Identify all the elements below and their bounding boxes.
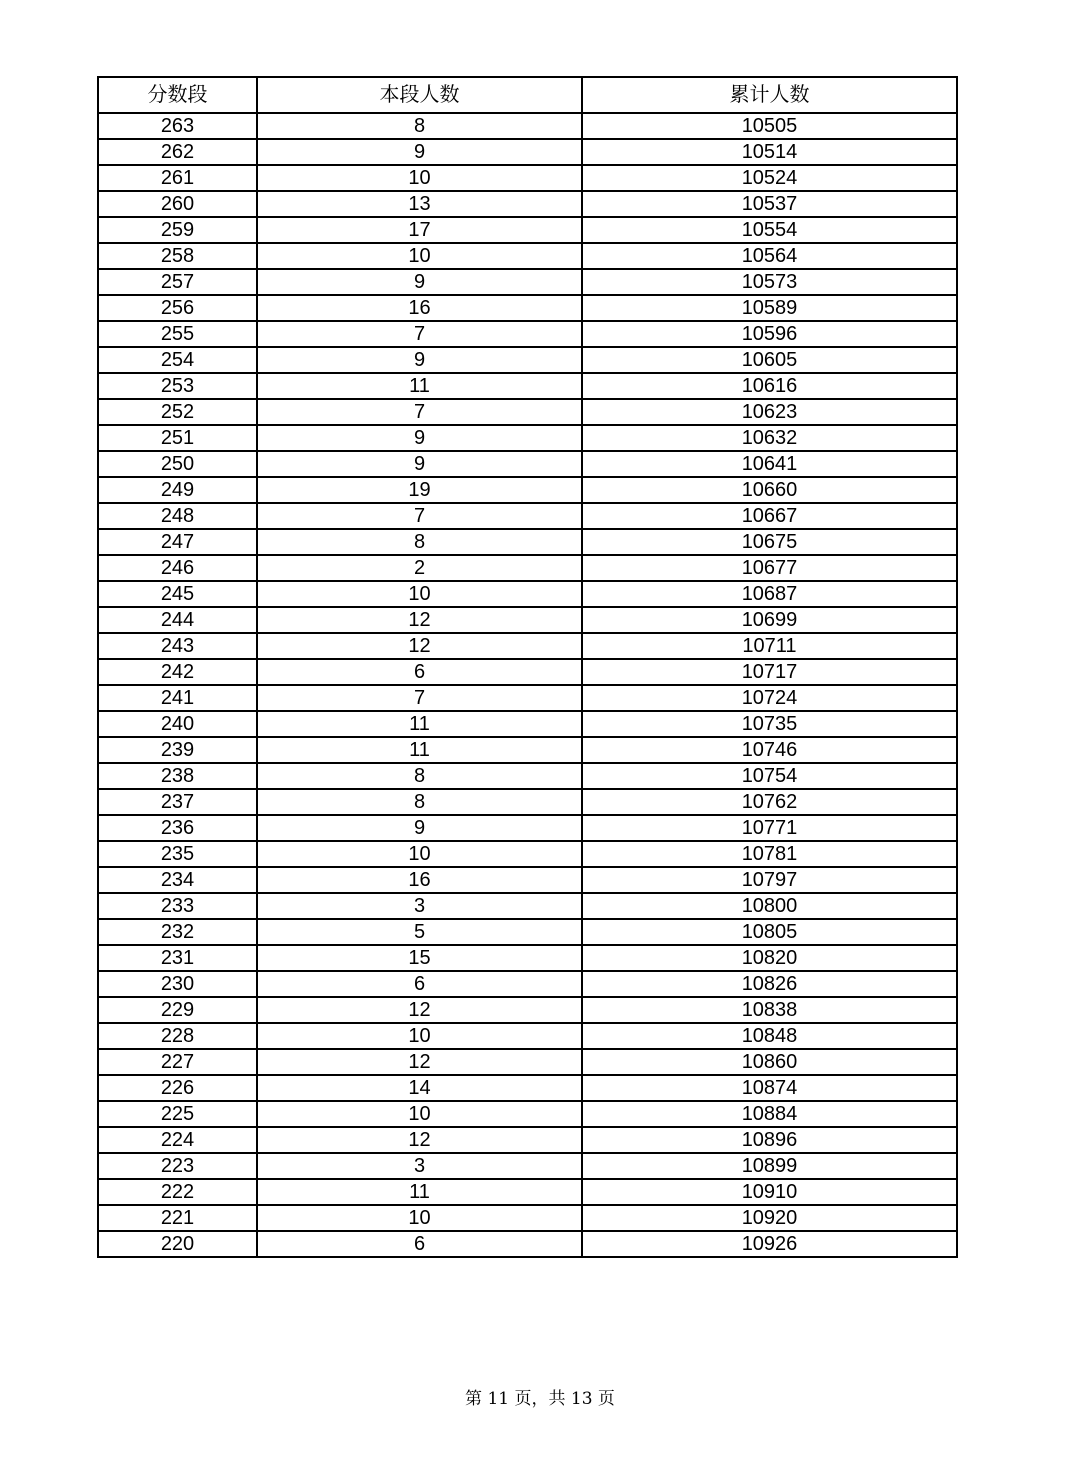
segment-count-cell: 16 bbox=[257, 295, 582, 321]
segment-count-cell: 9 bbox=[257, 451, 582, 477]
table-body bbox=[98, 113, 957, 1257]
score-cell: 234 bbox=[98, 867, 257, 893]
segment-count-cell: 16 bbox=[257, 867, 582, 893]
segment-count-cell: 3 bbox=[257, 1153, 582, 1179]
table-row bbox=[98, 243, 957, 269]
segment-count-cell: 11 bbox=[257, 373, 582, 399]
table-row bbox=[98, 841, 957, 867]
table-row bbox=[98, 919, 957, 945]
table-row bbox=[98, 1049, 957, 1075]
segment-count-cell: 10 bbox=[257, 1023, 582, 1049]
segment-count-cell: 7 bbox=[257, 399, 582, 425]
segment-count-cell: 2 bbox=[257, 555, 582, 581]
cumulative-count-cell: 10884 bbox=[582, 1101, 957, 1127]
cumulative-count-cell: 10514 bbox=[582, 139, 957, 165]
table-row bbox=[98, 529, 957, 555]
table-row bbox=[98, 607, 957, 633]
segment-count-cell: 10 bbox=[257, 165, 582, 191]
header-score-range: 分数段 bbox=[98, 77, 257, 113]
cumulative-count-cell: 10675 bbox=[582, 529, 957, 555]
segment-count-cell: 12 bbox=[257, 997, 582, 1023]
table-row bbox=[98, 295, 957, 321]
table-row bbox=[98, 217, 957, 243]
cumulative-count-cell: 10838 bbox=[582, 997, 957, 1023]
cumulative-count-cell: 10717 bbox=[582, 659, 957, 685]
table-row bbox=[98, 1023, 957, 1049]
cumulative-count-cell: 10735 bbox=[582, 711, 957, 737]
table-row bbox=[98, 867, 957, 893]
score-cell: 221 bbox=[98, 1205, 257, 1231]
table-row bbox=[98, 1205, 957, 1231]
score-cell: 231 bbox=[98, 945, 257, 971]
table-row bbox=[98, 139, 957, 165]
segment-count-cell: 17 bbox=[257, 217, 582, 243]
table-row bbox=[98, 477, 957, 503]
table-row bbox=[98, 971, 957, 997]
cumulative-count-cell: 10781 bbox=[582, 841, 957, 867]
cumulative-count-cell: 10667 bbox=[582, 503, 957, 529]
page-number-footer: 第 11 页，共 13 页 bbox=[465, 1389, 615, 1409]
score-cell: 233 bbox=[98, 893, 257, 919]
segment-count-cell: 6 bbox=[257, 971, 582, 997]
score-cell: 256 bbox=[98, 295, 257, 321]
cumulative-count-cell: 10711 bbox=[582, 633, 957, 659]
score-cell: 259 bbox=[98, 217, 257, 243]
table-row bbox=[98, 633, 957, 659]
segment-count-cell: 10 bbox=[257, 1101, 582, 1127]
segment-count-cell: 12 bbox=[257, 607, 582, 633]
score-cell: 250 bbox=[98, 451, 257, 477]
segment-count-cell: 10 bbox=[257, 581, 582, 607]
table-row bbox=[98, 815, 957, 841]
segment-count-cell: 8 bbox=[257, 113, 582, 139]
table-row bbox=[98, 685, 957, 711]
score-cell: 249 bbox=[98, 477, 257, 503]
cumulative-count-cell: 10826 bbox=[582, 971, 957, 997]
score-cell: 255 bbox=[98, 321, 257, 347]
score-cell: 238 bbox=[98, 763, 257, 789]
table-row bbox=[98, 945, 957, 971]
cumulative-count-cell: 10820 bbox=[582, 945, 957, 971]
score-cell: 232 bbox=[98, 919, 257, 945]
segment-count-cell: 11 bbox=[257, 711, 582, 737]
score-cell: 235 bbox=[98, 841, 257, 867]
score-cell: 229 bbox=[98, 997, 257, 1023]
segment-count-cell: 3 bbox=[257, 893, 582, 919]
cumulative-count-cell: 10660 bbox=[582, 477, 957, 503]
score-cell: 222 bbox=[98, 1179, 257, 1205]
cumulative-count-cell: 10632 bbox=[582, 425, 957, 451]
segment-count-cell: 14 bbox=[257, 1075, 582, 1101]
cumulative-count-cell: 10596 bbox=[582, 321, 957, 347]
cumulative-count-cell: 10505 bbox=[582, 113, 957, 139]
table-row bbox=[98, 165, 957, 191]
score-cell: 226 bbox=[98, 1075, 257, 1101]
segment-count-cell: 8 bbox=[257, 789, 582, 815]
score-cell: 223 bbox=[98, 1153, 257, 1179]
cumulative-count-cell: 10805 bbox=[582, 919, 957, 945]
segment-count-cell: 12 bbox=[257, 633, 582, 659]
score-cell: 230 bbox=[98, 971, 257, 997]
cumulative-count-cell: 10699 bbox=[582, 607, 957, 633]
segment-count-cell: 7 bbox=[257, 321, 582, 347]
cumulative-count-cell: 10554 bbox=[582, 217, 957, 243]
cumulative-count-cell: 10746 bbox=[582, 737, 957, 763]
score-cell: 251 bbox=[98, 425, 257, 451]
cumulative-count-cell: 10589 bbox=[582, 295, 957, 321]
score-cell: 225 bbox=[98, 1101, 257, 1127]
segment-count-cell: 8 bbox=[257, 763, 582, 789]
table-row bbox=[98, 789, 957, 815]
table-row bbox=[98, 451, 957, 477]
cumulative-count-cell: 10605 bbox=[582, 347, 957, 373]
table-row bbox=[98, 373, 957, 399]
score-cell: 224 bbox=[98, 1127, 257, 1153]
table-header-row bbox=[98, 77, 957, 113]
table-row bbox=[98, 1179, 957, 1205]
segment-count-cell: 6 bbox=[257, 1231, 582, 1257]
cumulative-count-cell: 10771 bbox=[582, 815, 957, 841]
cumulative-count-cell: 10860 bbox=[582, 1049, 957, 1075]
cumulative-count-cell: 10754 bbox=[582, 763, 957, 789]
score-cell: 260 bbox=[98, 191, 257, 217]
cumulative-count-cell: 10797 bbox=[582, 867, 957, 893]
segment-count-cell: 19 bbox=[257, 477, 582, 503]
segment-count-cell: 11 bbox=[257, 737, 582, 763]
table-row bbox=[98, 347, 957, 373]
cumulative-count-cell: 10623 bbox=[582, 399, 957, 425]
score-cell: 261 bbox=[98, 165, 257, 191]
cumulative-count-cell: 10616 bbox=[582, 373, 957, 399]
score-cell: 236 bbox=[98, 815, 257, 841]
table-row bbox=[98, 1153, 957, 1179]
cumulative-count-cell: 10926 bbox=[582, 1231, 957, 1257]
segment-count-cell: 10 bbox=[257, 243, 582, 269]
segment-count-cell: 8 bbox=[257, 529, 582, 555]
segment-count-cell: 13 bbox=[257, 191, 582, 217]
cumulative-count-cell: 10896 bbox=[582, 1127, 957, 1153]
segment-count-cell: 9 bbox=[257, 347, 582, 373]
header-segment-count: 本段人数 bbox=[257, 77, 582, 113]
table-row bbox=[98, 659, 957, 685]
table-row bbox=[98, 113, 957, 139]
table-row bbox=[98, 399, 957, 425]
cumulative-count-cell: 10899 bbox=[582, 1153, 957, 1179]
table-row bbox=[98, 503, 957, 529]
cumulative-count-cell: 10762 bbox=[582, 789, 957, 815]
score-cell: 245 bbox=[98, 581, 257, 607]
score-cell: 247 bbox=[98, 529, 257, 555]
cumulative-count-cell: 10687 bbox=[582, 581, 957, 607]
cumulative-count-cell: 10848 bbox=[582, 1023, 957, 1049]
score-cell: 237 bbox=[98, 789, 257, 815]
table-row bbox=[98, 321, 957, 347]
table-row bbox=[98, 893, 957, 919]
score-cell: 254 bbox=[98, 347, 257, 373]
table-row bbox=[98, 425, 957, 451]
segment-count-cell: 7 bbox=[257, 685, 582, 711]
segment-count-cell: 5 bbox=[257, 919, 582, 945]
cumulative-count-cell: 10910 bbox=[582, 1179, 957, 1205]
segment-count-cell: 12 bbox=[257, 1049, 582, 1075]
header-cumulative-count: 累计人数 bbox=[582, 77, 957, 113]
segment-count-cell: 9 bbox=[257, 425, 582, 451]
table-row bbox=[98, 269, 957, 295]
score-cell: 252 bbox=[98, 399, 257, 425]
segment-count-cell: 11 bbox=[257, 1179, 582, 1205]
score-cell: 262 bbox=[98, 139, 257, 165]
score-cell: 241 bbox=[98, 685, 257, 711]
score-cell: 227 bbox=[98, 1049, 257, 1075]
table-row bbox=[98, 1101, 957, 1127]
table-row bbox=[98, 711, 957, 737]
score-cell: 253 bbox=[98, 373, 257, 399]
cumulative-count-cell: 10641 bbox=[582, 451, 957, 477]
segment-count-cell: 12 bbox=[257, 1127, 582, 1153]
score-cell: 243 bbox=[98, 633, 257, 659]
cumulative-count-cell: 10537 bbox=[582, 191, 957, 217]
score-cell: 246 bbox=[98, 555, 257, 581]
cumulative-count-cell: 10874 bbox=[582, 1075, 957, 1101]
cumulative-count-cell: 10524 bbox=[582, 165, 957, 191]
score-cell: 258 bbox=[98, 243, 257, 269]
table-row bbox=[98, 581, 957, 607]
table-row bbox=[98, 191, 957, 217]
cumulative-count-cell: 10920 bbox=[582, 1205, 957, 1231]
cumulative-count-cell: 10573 bbox=[582, 269, 957, 295]
cumulative-count-cell: 10724 bbox=[582, 685, 957, 711]
cumulative-count-cell: 10677 bbox=[582, 555, 957, 581]
score-cell: 248 bbox=[98, 503, 257, 529]
segment-count-cell: 10 bbox=[257, 841, 582, 867]
score-cell: 228 bbox=[98, 1023, 257, 1049]
score-cell: 240 bbox=[98, 711, 257, 737]
table-row bbox=[98, 1127, 957, 1153]
segment-count-cell: 9 bbox=[257, 269, 582, 295]
cumulative-count-cell: 10564 bbox=[582, 243, 957, 269]
segment-count-cell: 10 bbox=[257, 1205, 582, 1231]
segment-count-cell: 6 bbox=[257, 659, 582, 685]
table-row bbox=[98, 1075, 957, 1101]
score-cell: 220 bbox=[98, 1231, 257, 1257]
score-cell: 244 bbox=[98, 607, 257, 633]
table-row bbox=[98, 763, 957, 789]
cumulative-count-cell: 10800 bbox=[582, 893, 957, 919]
segment-count-cell: 15 bbox=[257, 945, 582, 971]
table-row bbox=[98, 555, 957, 581]
score-distribution-table bbox=[97, 76, 958, 1258]
table-row bbox=[98, 737, 957, 763]
table-row bbox=[98, 997, 957, 1023]
score-cell: 239 bbox=[98, 737, 257, 763]
segment-count-cell: 7 bbox=[257, 503, 582, 529]
segment-count-cell: 9 bbox=[257, 815, 582, 841]
score-cell: 263 bbox=[98, 113, 257, 139]
table-row bbox=[98, 1231, 957, 1257]
segment-count-cell: 9 bbox=[257, 139, 582, 165]
score-cell: 257 bbox=[98, 269, 257, 295]
score-cell: 242 bbox=[98, 659, 257, 685]
